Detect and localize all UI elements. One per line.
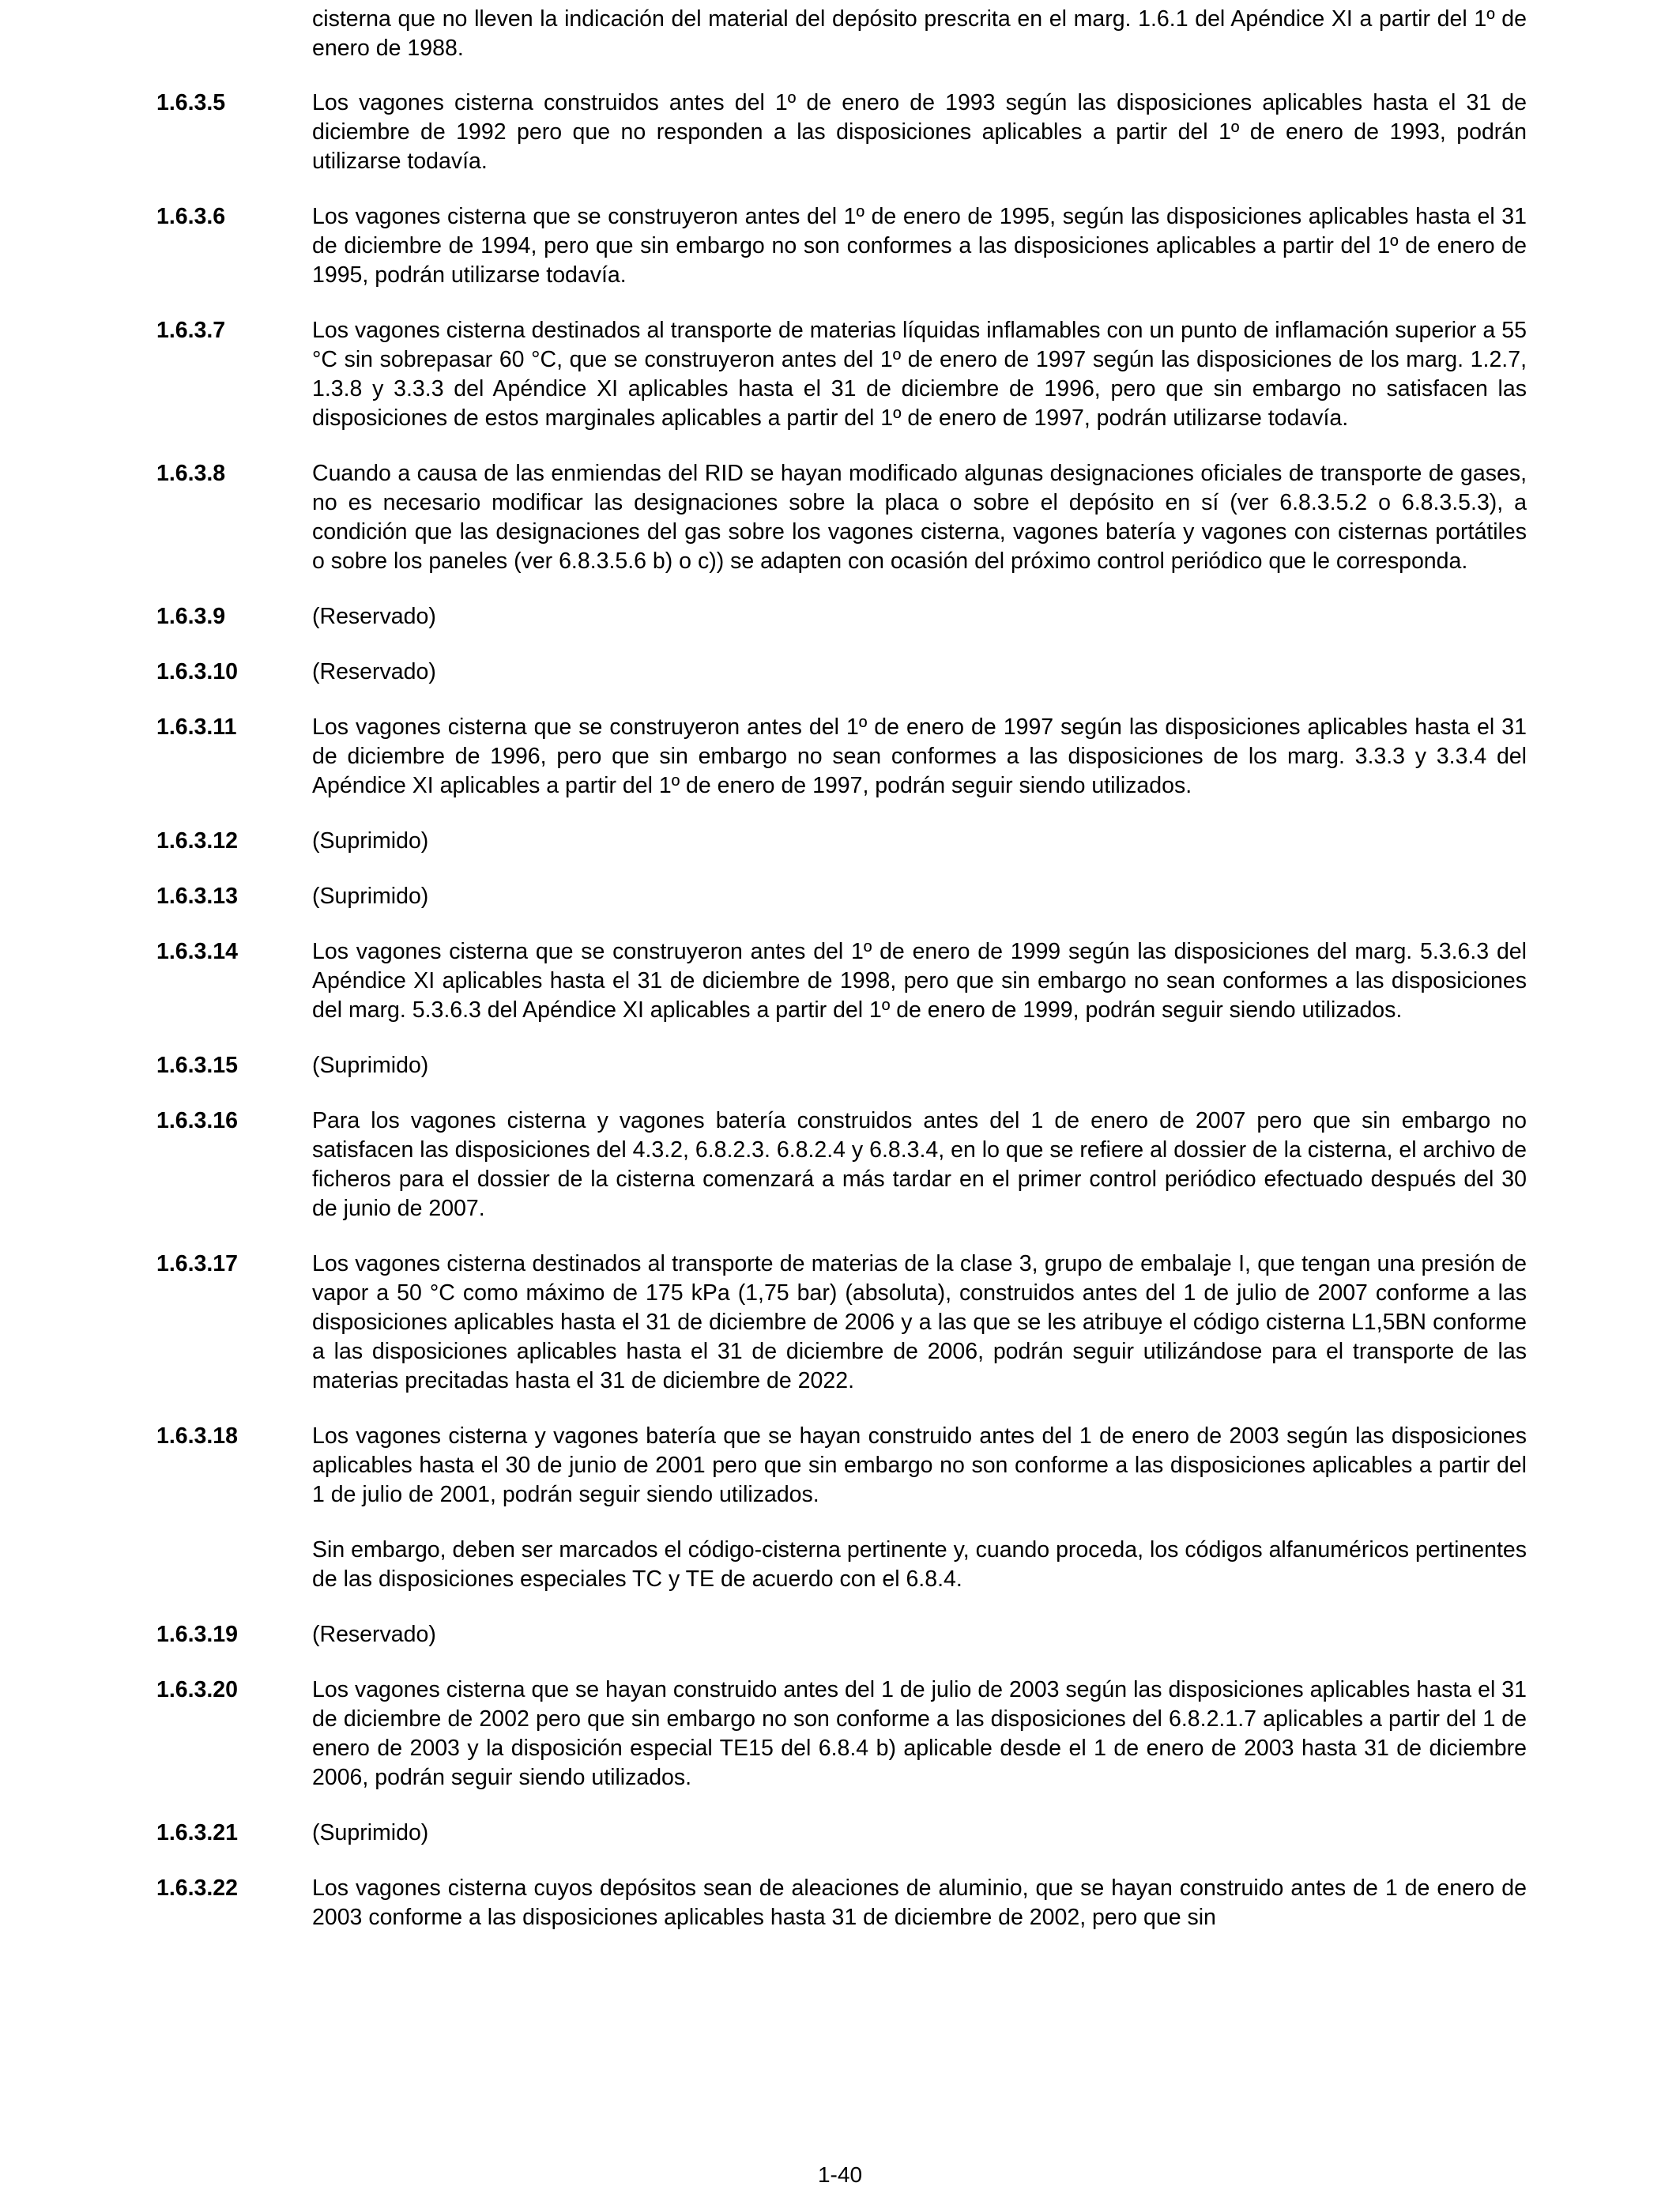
section-paragraph: Los vagones cisterna construidos antes del 1º de enero de 1993 según las disposiciones aplicables hasta el 31 de diciembre de 1992 pero que no responden a las disposiciones aplicables a partir del 1º de enero de 1993, podrán utilizarse todavía. [312,90,1527,174]
section-item [156,937,1527,1025]
section-text [312,602,1527,631]
section-item [156,202,1527,290]
page-number: 1-40 [817,2162,863,2187]
section-item [156,316,1527,433]
section-text [312,1422,1527,1594]
section-number: 1.6.3.21 [156,1820,239,1845]
section-item [156,459,1527,576]
section-item [156,882,1527,911]
section-paragraph: (Suprimido) [312,828,429,854]
section-item [156,1422,1527,1594]
section-text [312,1106,1527,1223]
page-body [156,5,1527,1958]
section-item [156,1106,1527,1223]
section-item [156,827,1527,856]
section-text [312,658,1527,687]
section-number: 1.6.3.22 [156,1875,239,1901]
section-number: 1.6.3.6 [156,204,226,229]
section-item [156,1051,1527,1080]
section-item [156,1874,1527,1932]
section-paragraph: Los vagones cisterna destinados al transporte de materias líquidas inflamables con un punto de inflamación superior a 55 °C sin sobrepasar 60 °C, que se construyeron antes del 1º de enero de 1997 según las disposiciones de los marg. 1.2.7, 1.3.8 y 3.3.3 del Apéndice XI aplicables hasta el 31 de diciembre de 1996, pero que sin embargo no satisfacen las disposiciones de estos marginales aplicables a partir del 1º de enero de 1997, podrán utilizarse todavía. [312,318,1527,431]
section-number: 1.6.3.10 [156,659,239,684]
section-number: 1.6.3.14 [156,939,239,964]
section-text [312,316,1527,433]
section-paragraph: Los vagones cisterna que se construyeron antes del 1º de enero de 1995, según las disposiciones aplicables hasta el 31 de diciembre de 1994, pero que sin embargo no son conformes a las disposiciones aplicables a partir del 1º de enero de 1995, podrán utilizarse todavía. [312,204,1527,288]
section-number: 1.6.3.7 [156,318,226,343]
section-number: 1.6.3.13 [156,884,239,909]
section-text [312,1051,1527,1080]
section-number: 1.6.3.5 [156,90,226,115]
section-number: 1.6.3.20 [156,1677,239,1702]
section-text [312,713,1527,801]
section-list [156,89,1527,1932]
section-item [156,658,1527,687]
section-item [156,1819,1527,1848]
section-text [312,882,1527,911]
section-text [312,827,1527,856]
continuation-paragraph [156,5,1527,63]
section-item [156,1250,1527,1396]
section-item [156,713,1527,801]
section-paragraph: Los vagones cisterna que se construyeron antes del 1º de enero de 1997 según las disposiciones aplicables hasta el 31 de diciembre de 1996, pero que sin embargo no sean conformes a las disposiciones de los marg. 3.3.3 y 3.3.4 del Apéndice XI aplicables a partir del 1º de enero de 1997, podrán seguir siendo utilizados. [312,714,1527,798]
section-number: 1.6.3.17 [156,1251,239,1276]
section-number: 1.6.3.11 [156,714,237,740]
section-number: 1.6.3.19 [156,1622,239,1647]
section-number: 1.6.3.12 [156,828,239,854]
section-paragraph: Los vagones cisterna que se hayan construido antes del 1 de julio de 2003 según las disposiciones aplicables hasta el 31 de diciembre de 2002 pero que sin embargo no son conforme a las disposiciones del 6.8.2.1.7 aplicables a partir del 1 de enero de 2003 y la disposición especial TE15 del 6.8.4 b) aplicable desde el 1 de enero de 2003 hasta 31 de diciembre 2006, podrán seguir siendo utilizados. [312,1677,1527,1790]
section-text [312,89,1527,176]
section-number: 1.6.3.18 [156,1423,239,1449]
section-text [312,202,1527,290]
section-paragraph: Los vagones cisterna cuyos depósitos sean de aleaciones de aluminio, que se hayan construido antes de 1 de enero de 2003 conforme a las disposiciones aplicables hasta 31 de diciembre de 2002, pero que sin [312,1875,1527,1930]
section-paragraph: (Suprimido) [312,1053,429,1078]
section-item [156,1620,1527,1649]
section-paragraph: (Suprimido) [312,1820,429,1845]
section-text [312,1874,1527,1932]
section-paragraph: Los vagones cisterna y vagones batería que se hayan construido antes del 1 de enero de 2003 según las disposiciones aplicables hasta el 30 de junio de 2001 pero que sin embargo no son conforme a las disposiciones aplicables a partir del 1 de julio de 2001, podrán seguir siendo utilizados. [312,1423,1527,1507]
section-number: 1.6.3.9 [156,604,226,629]
section-paragraph: (Reservado) [312,659,436,684]
section-paragraph: Sin embargo, deben ser marcados el código-cisterna pertinente y, cuando proceda, los códigos alfanuméricos pertinentes de las disposiciones especiales TC y TE de acuerdo con el 6.8.4. [312,1537,1527,1592]
section-text [312,1250,1527,1396]
section-paragraph: (Reservado) [312,604,436,629]
continuation-text: cisterna que no lleven la indicación del material del depósito prescrita en el marg. 1.6.1 del Apéndice XI a partir del 1º de enero de 1988. [312,6,1527,61]
section-item [156,89,1527,176]
section-item [156,1676,1527,1793]
section-text [312,937,1527,1025]
section-text [312,1620,1527,1649]
section-number: 1.6.3.8 [156,461,226,486]
section-item [156,602,1527,631]
section-number: 1.6.3.16 [156,1108,239,1133]
section-text [312,1676,1527,1793]
section-text [312,1819,1527,1848]
section-paragraph: (Reservado) [312,1622,436,1647]
section-paragraph: Cuando a causa de las enmiendas del RID se hayan modificado algunas designaciones oficiales de transporte de gases, no es necesario modificar las designaciones sobre la placa o sobre el depósito en sí (ver 6.8.3.5.2 o 6.8.3.5.3), a condición que las designaciones del gas sobre los vagones cisterna, vagones batería y vagones con cisternas portátiles o sobre los paneles (ver 6.8.3.5.6 b) o c)) se adapten con ocasión del próximo control periódico que le corresponda. [312,461,1527,574]
section-paragraph: Para los vagones cisterna y vagones batería construidos antes del 1 de enero de 2007 pero que sin embargo no satisfacen las disposiciones del 4.3.2, 6.8.2.3. 6.8.2.4 y 6.8.3.4, en lo que se refiere al dossier de la cisterna, el archivo de ficheros para el dossier de la cisterna comenzará a más tardar en el primer control periódico efectuado después del 30 de junio de 2007. [312,1108,1527,1221]
section-paragraph: (Suprimido) [312,884,429,909]
section-paragraph: Los vagones cisterna que se construyeron antes del 1º de enero de 1999 según las disposiciones del marg. 5.3.6.3 del Apéndice XI aplicables hasta el 31 de diciembre de 1998, pero que sin embargo no sean conformes a las disposiciones del marg. 5.3.6.3 del Apéndice XI aplicables a partir del 1º de enero de 1999, podrán seguir siendo utilizados. [312,939,1527,1023]
section-text [312,459,1527,576]
section-number: 1.6.3.15 [156,1053,239,1078]
section-paragraph: Los vagones cisterna destinados al transporte de materias de la clase 3, grupo de embalaje I, que tengan una presión de vapor a 50 °C como máximo de 175 kPa (1,75 bar) (absoluta), construidos antes del 1 de julio de 2007 conforme a las disposiciones aplicables hasta el 31 de diciembre de 2006 y a las que se les atribuye el código cisterna L1,5BN conforme a las disposiciones aplicables hasta el 31 de diciembre de 2006, podrán seguir utilizándose para el transporte de las materias precitadas hasta el 31 de diciembre de 2022. [312,1251,1527,1393]
